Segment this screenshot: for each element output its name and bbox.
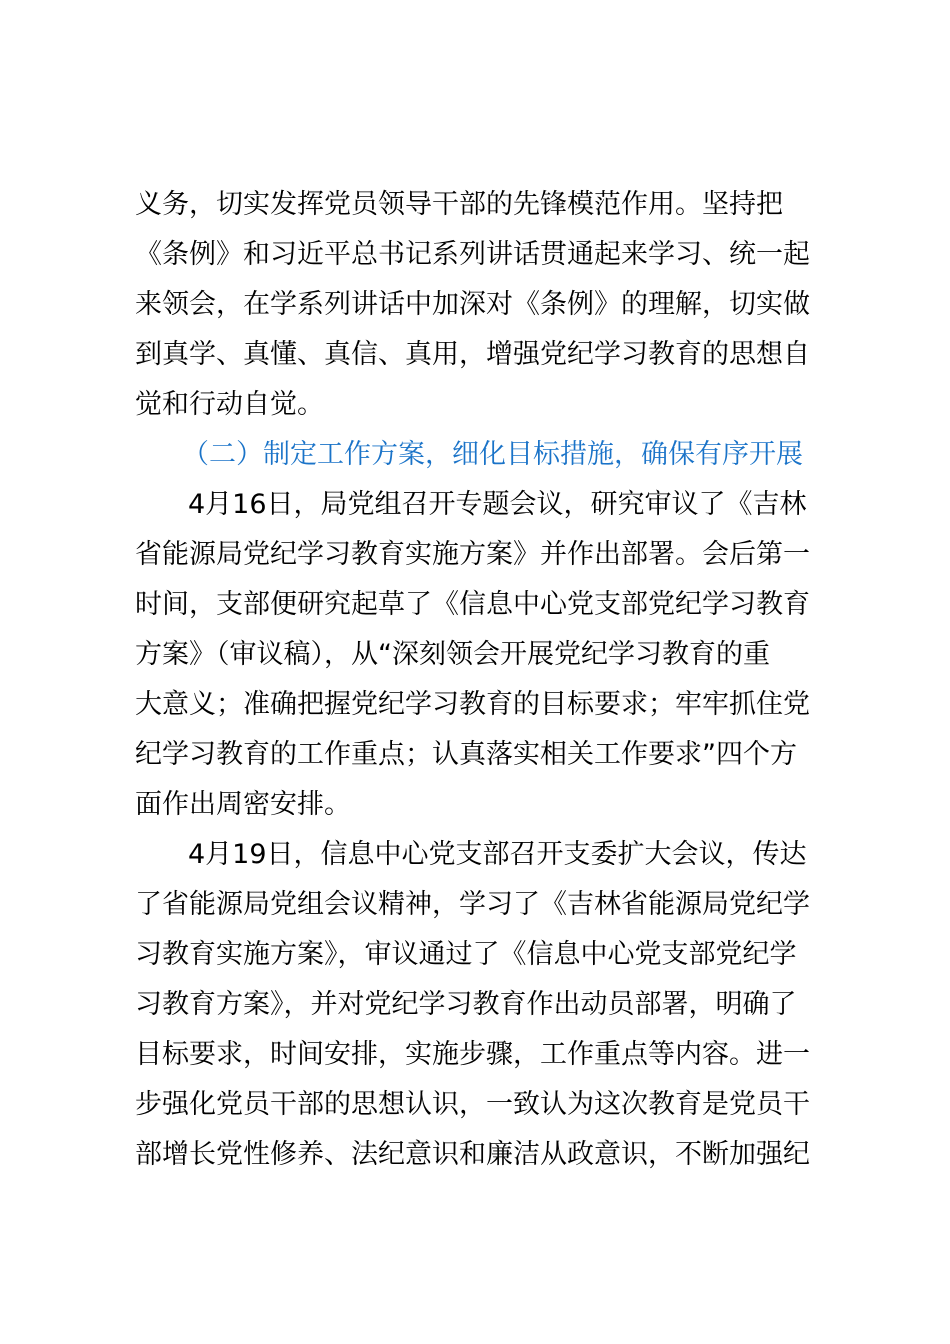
paragraph-3-line-6: 步强化党员干部的思想认识，一致认为这次教育是党员干 [135, 1089, 810, 1120]
paragraph-2-line-7: 面作出周密安排。 [135, 789, 351, 820]
paragraph-3-line-5: 目标要求，时间安排，实施步骤，工作重点等内容。进一 [135, 1039, 810, 1070]
paragraph-1-line-3: 来领会，在学系列讲话中加深对《条例》的理解，切实做 [135, 289, 810, 320]
paragraph-3-line-1: 4月19日，信息中心党支部召开支委扩大会议，传达 [188, 839, 807, 870]
paragraph-2-line-4: 方案》（审议稿），从“深刻领会开展党纪学习教育的重 [135, 639, 770, 670]
paragraph-1-line-2: 《条例》和习近平总书记系列讲话贯通起来学习、统一起 [135, 239, 810, 270]
paragraph-1-line-1: 义务，切实发挥党员领导干部的先锋模范作用。坚持把 [135, 189, 783, 220]
paragraph-2-line-5: 大意义；准确把握党纪学习教育的目标要求；牢牢抓住党 [135, 689, 810, 720]
paragraph-2-line-6: 纪学习教育的工作重点；认真落实相关工作要求”四个方 [135, 739, 797, 770]
paragraph-2-line-1: 4月16日，局党组召开专题会议，研究审议了《吉林 [188, 489, 807, 520]
paragraph-3-line-7: 部增长党性修养、法纪意识和廉洁从政意识，不断加强纪 [135, 1139, 810, 1170]
paragraph-2-line-3: 时间，支部便研究起草了《信息中心党支部党纪学习教育 [135, 589, 810, 620]
paragraph-1-line-4: 到真学、真懂、真信、真用，增强党纪学习教育的思想自 [135, 339, 810, 370]
paragraph-3-line-2: 了省能源局党组会议精神，学习了《吉林省能源局党纪学 [135, 889, 810, 920]
paragraph-3-line-4: 习教育方案》，并对党纪学习教育作出动员部署，明确了 [135, 989, 797, 1020]
section-heading: （二）制定工作方案，细化目标措施，确保有序开展 [182, 439, 803, 470]
paragraph-2-line-2: 省能源局党纪学习教育实施方案》并作出部署。会后第一 [135, 539, 810, 570]
paragraph-1-line-5: 觉和行动自觉。 [135, 389, 324, 420]
paragraph-3-line-3: 习教育实施方案》，审议通过了《信息中心党支部党纪学 [135, 939, 797, 970]
